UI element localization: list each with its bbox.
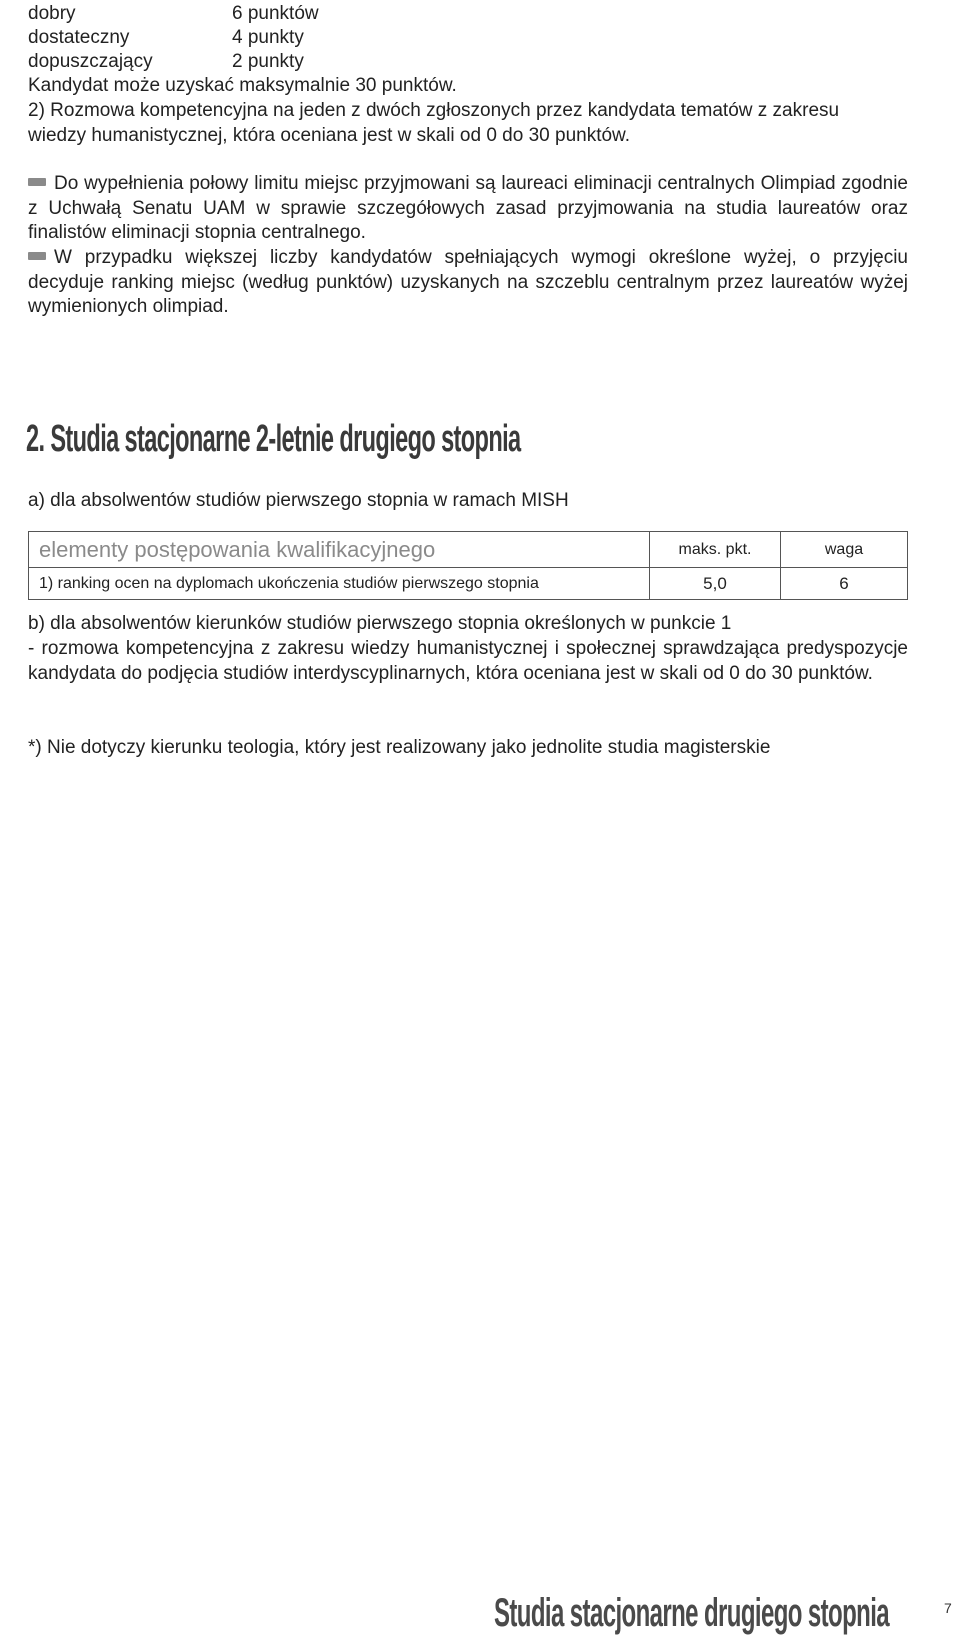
grade-row: [28, 26, 428, 50]
table-cell-criterion: 1) ranking ocen na dyplomach ukończenia studiów pierwszego stopnia: [29, 568, 650, 600]
criteria-table: [28, 531, 908, 600]
bullet-dash-icon: [28, 178, 46, 186]
table-header-row: [29, 532, 908, 568]
page-number: 7: [944, 1600, 952, 1616]
grade-row: [28, 2, 428, 26]
footnote-text: *) Nie dotyczy kierunku teologia, który jest realizowany jako jednolite studia magisterskie: [28, 737, 771, 758]
table-header-elements: elementy postępowania kwalifikacyjnego: [29, 532, 650, 568]
table-cell-weight: 6: [781, 568, 908, 600]
footer-title: Studia stacjonarne drugiego stopnia: [494, 1591, 890, 1635]
subsection-b-text: b) dla absolwentów kierunków studiów pierwszego stopnia określonych w punkcie 1: [28, 613, 732, 634]
grade-points: 4 punkty: [232, 27, 304, 48]
table-header-weight: waga: [781, 532, 908, 568]
max-points-text: Kandydat może uzyskać maksymalnie 30 punktów.: [28, 75, 457, 96]
section-heading: 2. Studia stacjonarne 2-letnie drugiego stopnia: [26, 418, 521, 460]
table-row: [29, 568, 908, 600]
bullet-paragraph: [28, 172, 908, 246]
grade-name: dostateczny: [28, 27, 130, 48]
grade-points: 2 punkty: [232, 51, 304, 72]
grade-row: [28, 50, 428, 74]
bullet-text: Do wypełnienia połowy limitu miejsc przyjmowani są laureaci eliminacji centralnych Olimpiad zgodnie z Uchwałą Senatu UAM w sprawie szczegółowych zasad przyjmowania na studia laureatów oraz finalistów eliminacji stopnia centralnego.: [28, 173, 908, 243]
grade-points: 6 punktów: [232, 3, 319, 24]
bullet-text: W przypadku większej liczby kandydatów spełniających wymogi określone wyżej, o przyjęciu decyduje ranking miejsc (według punktów) uzyskanych na szczeblu centralnym przez laureatów wyżej wymienionych olimpiad.: [28, 247, 908, 317]
interview-text-line-2: wiedzy humanistycznej, która oceniana jest w skali od 0 do 30 punktów.: [28, 125, 630, 146]
subsection-a-text: a) dla absolwentów studiów pierwszego stopnia w ramach MISH: [28, 490, 569, 511]
subsection-b-detail: - rozmowa kompetencyjna z zakresu wiedzy humanistycznej i społecznej sprawdzająca predyspozycje kandydata do podjęcia studiów interdyscyplinarnych, która oceniana jest w skali od 0 do 30 punktów.: [28, 638, 908, 684]
bullet-paragraph: [28, 246, 908, 320]
interview-text-line-1: 2) Rozmowa kompetencyjna na jeden z dwóch zgłoszonych przez kandydata tematów z zakresu: [28, 100, 840, 121]
grade-name: dopuszczający: [28, 51, 153, 72]
bullet-dash-icon: [28, 252, 46, 260]
table-cell-max-points: 5,0: [650, 568, 781, 600]
grade-name: dobry: [28, 3, 76, 24]
table-header-max-points: maks. pkt.: [650, 532, 781, 568]
